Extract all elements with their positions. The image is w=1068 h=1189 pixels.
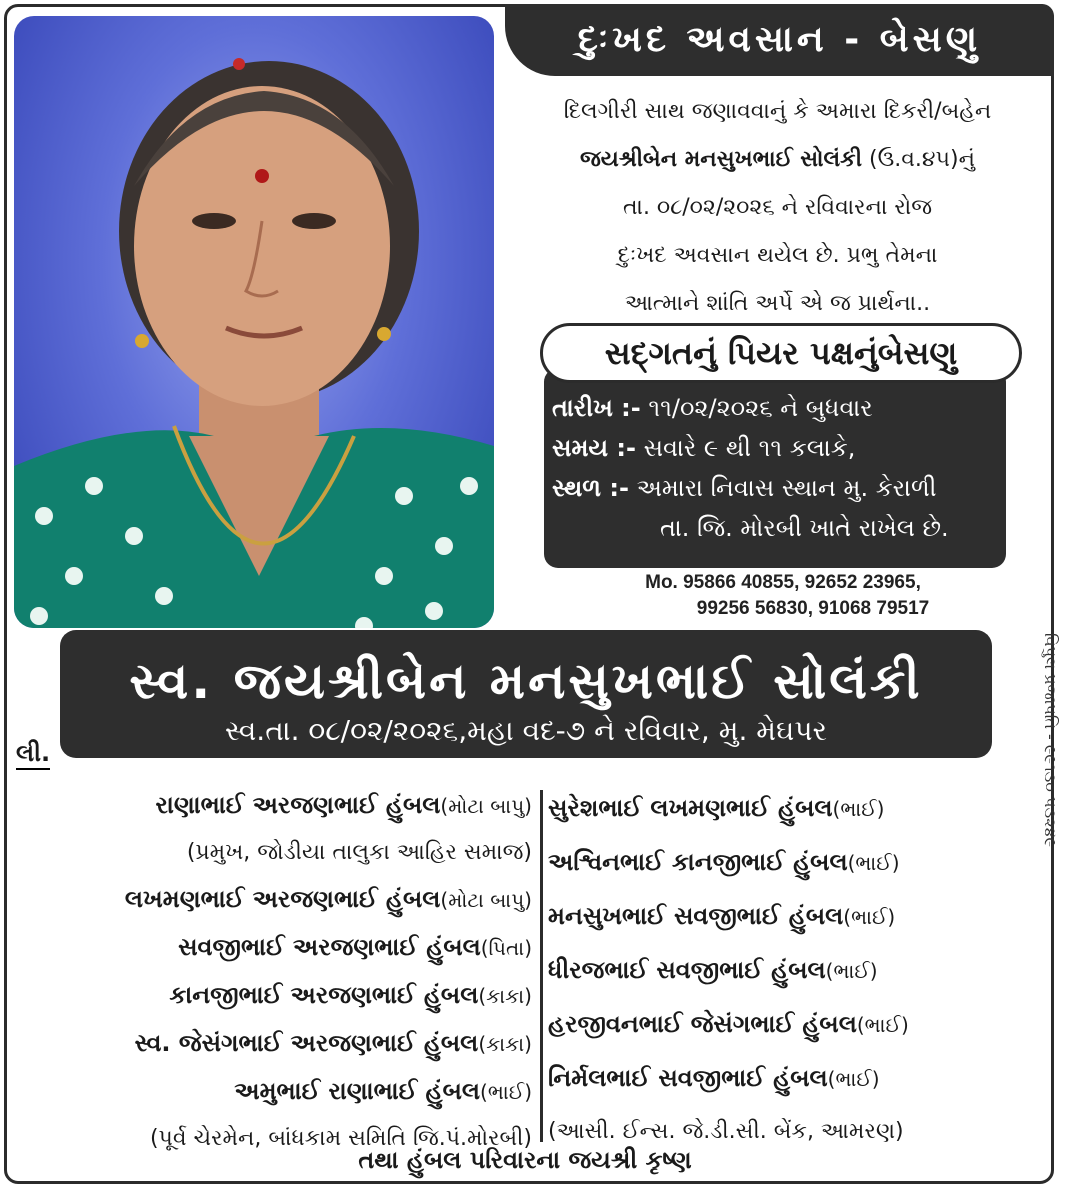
- list-item: ધીરજભાઈ સવજીભાઈ હુંબલ(ભાઈ): [548, 956, 878, 984]
- contact-numbers: [548, 570, 1018, 622]
- side-credit-text: વિપુલ પ્રજાપતિ - ૯૯૧૩૦ ૫૩૨૪૯: [1041, 633, 1061, 847]
- event-date-row: [552, 388, 998, 428]
- side-credit: [1038, 570, 1062, 910]
- list-item: સ્વ. જેસંગભાઈ અરજણભાઈ હુંબલ(કાકા): [134, 1029, 532, 1057]
- event-time-row: [552, 428, 998, 468]
- list-item: સવજીભાઈ અરજણભાઈ હુંબલ(પિતા): [178, 933, 532, 961]
- contact-line-2: 99256 56830, 91068 79517: [696, 598, 930, 619]
- list-item: અમુભાઈ રાણાભાઈ હુંબલ(ભાઈ): [234, 1077, 532, 1105]
- list-item: લખમણભાઈ અરજણભાઈ હુંબલ(મોટા બાપુ): [124, 885, 532, 913]
- contact-line-1: Mo. 95866 40855, 92652 23965,: [645, 572, 921, 593]
- list-item-note: (પ્રમુખ, જોડીયા તાલુકા આહિર સમાજ): [186, 840, 532, 865]
- li-label: લી.: [16, 738, 50, 770]
- deceased-date-line: સ્વ.તા. ૦૮/૦૨/૨૦૨૬,મહા વદ-૭ ને રવિવાર, મુ. મેઘપર: [224, 714, 827, 747]
- header-banner: [505, 4, 1054, 76]
- family-list-left: [12, 782, 532, 1162]
- event-place-row-2: તા. જિ. મોરબી ખાતે રાખેલ છે.: [660, 514, 949, 542]
- portrait-illustration: [14, 16, 494, 628]
- event-place-label: સ્થળ :-: [552, 474, 629, 502]
- portrait-photo: [14, 16, 494, 628]
- intro-message: [500, 88, 1055, 328]
- list-item: રાણાભાઈ અરજણભાઈ હુંબલ(મોટા બાપુ): [155, 791, 532, 819]
- intro-line-1: દિલગીરી સાથ જણાવવાનું કે અમારા દિકરી/બહેન: [563, 99, 992, 124]
- intro-line-5: આત્માને શાંતિ અર્પે એ જ પ્રાર્થના..: [624, 291, 931, 316]
- event-title: સદ્ગતનું પિયર પક્ષનુંબેસણુ: [540, 323, 1022, 383]
- list-item-note: (પૂર્વ ચેરમેન, બાંધકામ સમિતિ જિ.પં.મોરબી): [149, 1126, 532, 1151]
- event-details-box: [544, 368, 1006, 568]
- list-item-note: (આસી. ઈન્સ. જે.ડી.સી. બેંક, આમરણ): [548, 1119, 904, 1144]
- list-item: અશ્વિનભાઈ કાનજીભાઈ હુંબલ(ભાઈ): [548, 848, 900, 876]
- deceased-name: સ્વ. જયશ્રીબેન મનસુખભાઈ સોલંકી: [129, 652, 923, 710]
- family-list-right: [548, 782, 1038, 1158]
- list-item: નિર્મલભાઈ સવજીભાઈ હુંબલ(ભાઈ): [548, 1064, 880, 1092]
- list-item: હરજીવનભાઈ જેસંગભાઈ હુંબલ(ભાઈ): [548, 1010, 909, 1038]
- deceased-name-banner: [60, 630, 992, 758]
- event-place-row: [552, 468, 998, 508]
- intro-line-4: દુઃખદ અવસાન થયેલ છે. પ્રભુ તેમના: [617, 243, 938, 268]
- list-item: સુરેશભાઈ લખમણભાઈ હુંબલ(ભાઈ): [548, 794, 885, 822]
- footer-message: તથા હુંબલ પરિવારના જયશ્રી કૃષ્ણ: [358, 1146, 692, 1174]
- event-date-value: ૧૧/૦૨/૨૦૨૬ ને બુધવાર: [640, 394, 873, 422]
- event-place-value: અમારા નિવાસ સ્થાન મુ. કેરાળી: [628, 474, 937, 502]
- header-title: દુઃખદ અવસાન - બેસણુ: [577, 19, 982, 60]
- list-item: મનસુખભાઈ સવજીભાઈ હુંબલ(ભાઈ): [548, 902, 896, 930]
- intro-deceased-name: જયશ્રીબેન મનસુખભાઈ સોલંકી: [580, 147, 863, 172]
- intro-line-3: તા. ૦૮/૦૨/૨૦૨૬ ને રવિવારના રોજ: [622, 195, 933, 220]
- intro-age: (ઉ.વ.૪૫)નું: [862, 147, 975, 172]
- intro-line-2: [500, 136, 1055, 184]
- event-time-label: સમય :-: [552, 434, 636, 462]
- event-date-label: તારીખ :-: [552, 394, 641, 422]
- list-item: કાનજીભાઈ અરજણભાઈ હુંબલ(કાકા): [169, 981, 532, 1009]
- event-time-value: સવારે ૯ થી ૧૧ કલાકે,: [635, 434, 856, 462]
- list-divider: [540, 790, 543, 1142]
